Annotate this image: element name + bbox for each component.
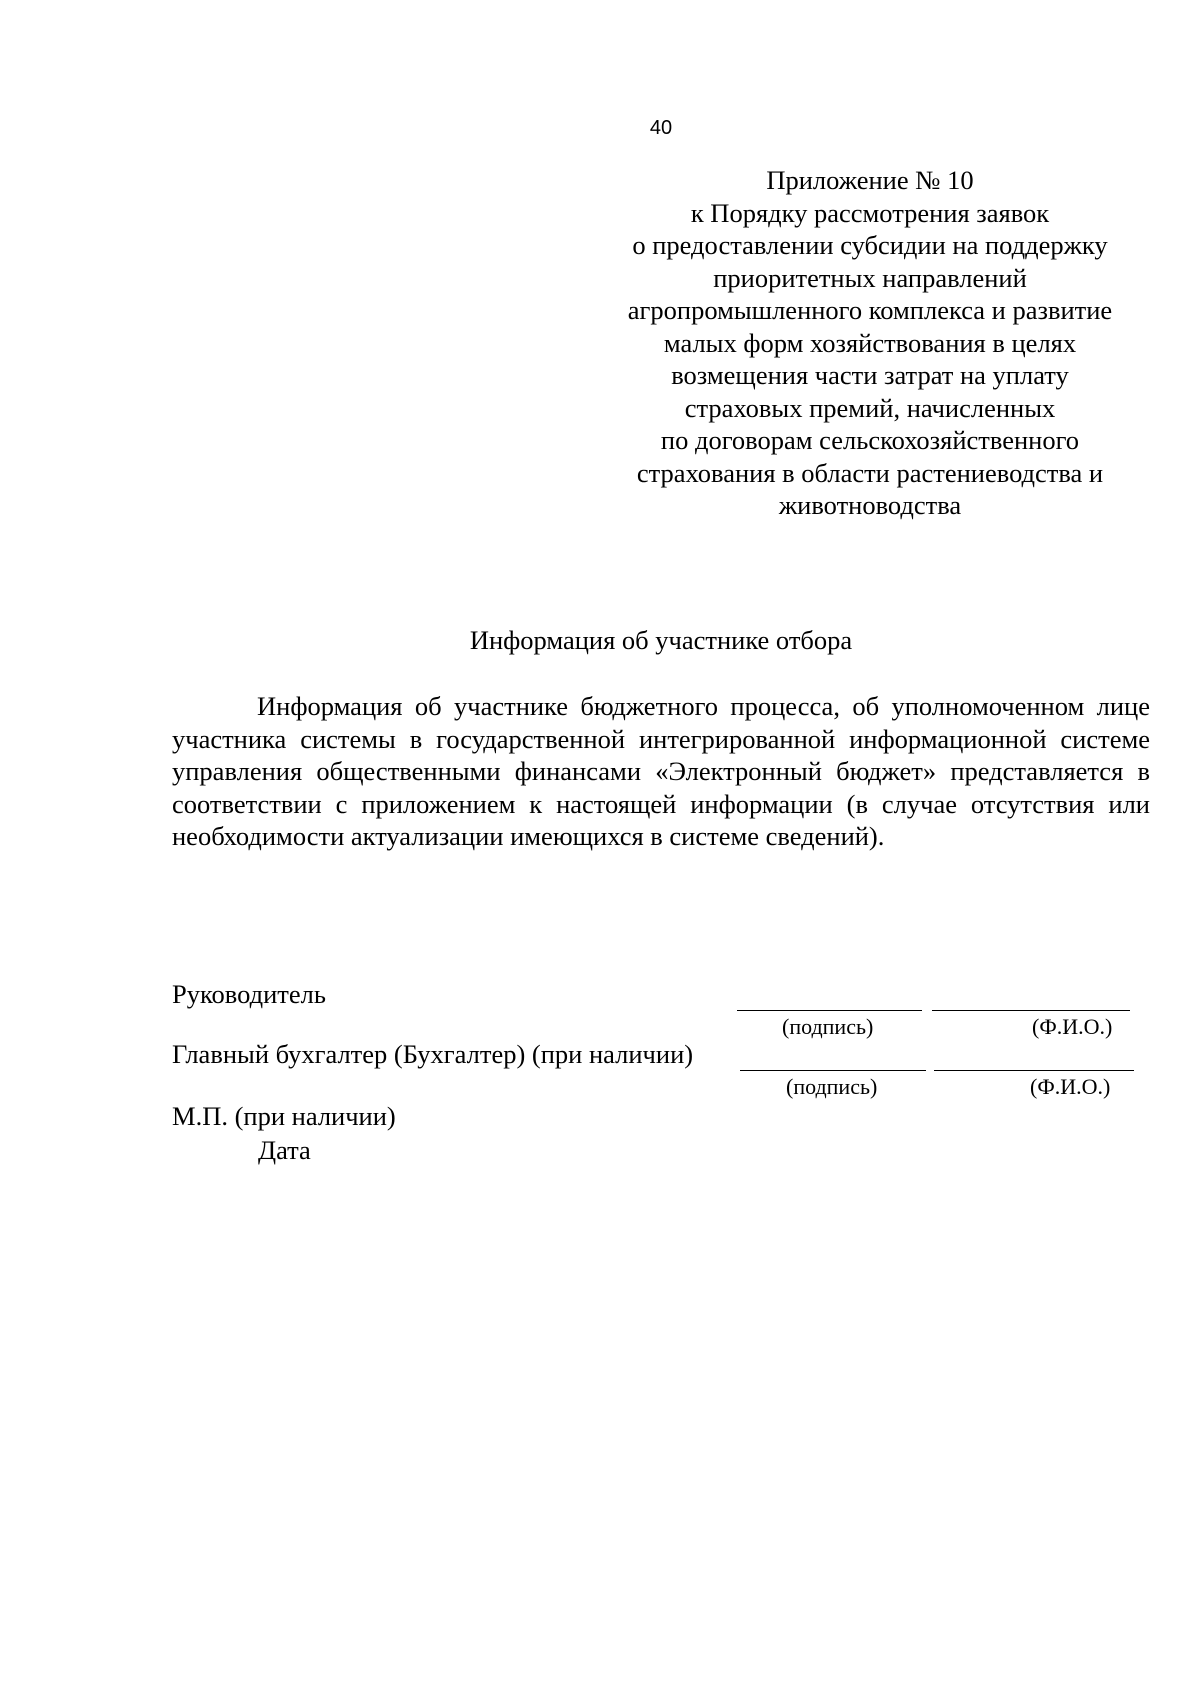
appendix-line: по договорам сельскохозяйственного (660, 425, 1080, 455)
accountant-name-line (934, 1070, 1134, 1071)
appendix-line: приоритетных направлений (713, 262, 1027, 293)
appendix-line: к Порядку рассмотрения заявок (690, 197, 1050, 228)
head-signature-caption: (подпись) (782, 1014, 874, 1039)
head-name-caption: (Ф.И.О.) (1032, 1014, 1113, 1039)
accountant-name-caption: (Ф.И.О.) (1030, 1074, 1111, 1099)
appendix-line: животноводства (778, 490, 962, 520)
accountant-signature-caption: (подпись) (786, 1074, 878, 1099)
accountant-label: Главный бухгалтер (Бухгалтер) (при наличии) (172, 1039, 694, 1069)
date-label: Дата (258, 1135, 311, 1165)
document-title: Информация об участнике отбора (469, 625, 853, 655)
appendix-line: о предоставлении субсидии на поддержку (632, 230, 1108, 260)
appendix-line: Приложение № 10 (766, 165, 974, 195)
appendix-line: агропромышленного комплекса и развитие (627, 295, 1113, 325)
appendix-line: возмещения части затрат на уплату (671, 360, 1069, 390)
page-number: 40 (649, 117, 673, 139)
document-paragraph: Информация об участнике бюджетного процесса, об уполномоченном лице участника системы в государственной интегрированной информационной системе управления общественными финансами «Электронный бюджет» представляется в соответствии с приложением к настоящей информации (в случае отсутствия или необходимости актуализации имеющихся в системе сведений). (172, 691, 1150, 852)
head-label: Руководитель (172, 979, 326, 1009)
head-name-line (932, 1010, 1130, 1011)
appendix-line: малых форм хозяйствования в целях (663, 327, 1077, 358)
accountant-signature-line (740, 1070, 926, 1071)
appendix-header (595, 164, 1145, 522)
head-signature-line (737, 1010, 922, 1011)
appendix-line: страхования в области растениеводства и (636, 457, 1104, 488)
appendix-line: страховых премий, начисленных (684, 392, 1056, 423)
signature-block (172, 978, 1162, 1178)
stamp-label: М.П. (при наличии) (172, 1101, 396, 1131)
